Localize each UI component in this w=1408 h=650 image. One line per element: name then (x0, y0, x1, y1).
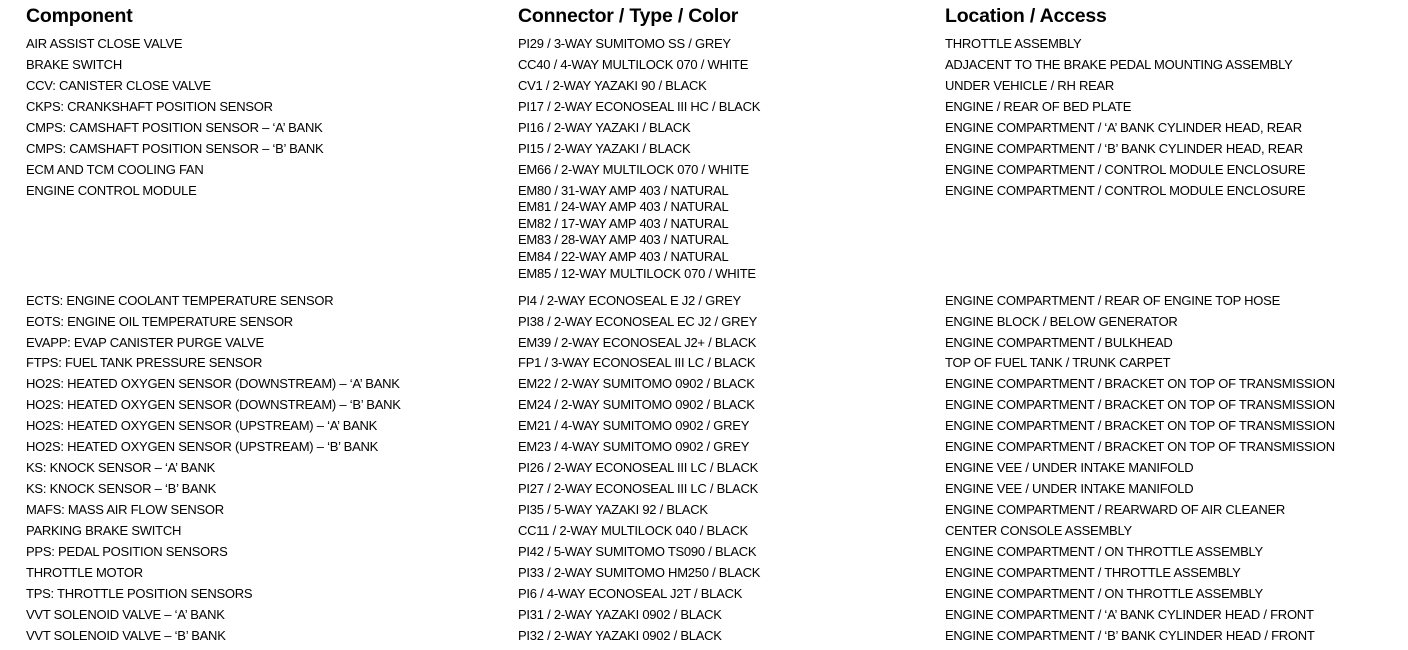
component-cell: MAFS: MASS AIR FLOW SENSOR (26, 502, 224, 518)
connector-line: EM85 / 12-WAY MULTILOCK 070 / WHITE (518, 265, 756, 281)
component-cell: KS: KNOCK SENSOR – ‘A’ BANK (26, 460, 216, 476)
connector-line: PI26 / 2-WAY ECONOSEAL III LC / BLACK (518, 460, 759, 476)
location-cell: ENGINE / REAR OF BED PLATE (945, 98, 1132, 114)
connector-cell (518, 481, 758, 498)
connector-cell (518, 57, 748, 74)
connector-line: CC11 / 2-WAY MULTILOCK 040 / BLACK (518, 523, 748, 539)
connector-line: FP1 / 3-WAY ECONOSEAL III LC / BLACK (518, 355, 756, 371)
component-cell: THROTTLE MOTOR (26, 564, 143, 580)
connector-line: PI27 / 2-WAY ECONOSEAL III LC / BLACK (518, 481, 759, 497)
connector-line: PI16 / 2-WAY YAZAKI / BLACK (518, 119, 691, 135)
connector-line: CC40 / 4-WAY MULTILOCK 070 / WHITE (518, 56, 749, 72)
connector-cell (518, 376, 755, 393)
component-cell: HO2S: HEATED OXYGEN SENSOR (UPSTREAM) – ‘B’ BANK (26, 439, 379, 455)
location-cell: ENGINE COMPARTMENT / BRACKET ON TOP OF TRANSMISSION (945, 376, 1335, 392)
component-cell: AIR ASSIST CLOSE VALVE (26, 36, 183, 51)
connector-line: PI15 / 2-WAY YAZAKI / BLACK (518, 140, 691, 156)
connector-line: PI6 / 4-WAY ECONOSEAL J2T / BLACK (518, 585, 743, 601)
location-cell: ENGINE COMPARTMENT / BRACKET ON TOP OF TRANSMISSION (945, 397, 1335, 413)
component-cell: HO2S: HEATED OXYGEN SENSOR (DOWNSTREAM) – ‘A’ BANK (26, 376, 400, 392)
component-cell: FTPS: FUEL TANK PRESSURE SENSOR (26, 355, 263, 371)
location-cell: ADJACENT TO THE BRAKE PEDAL MOUNTING ASSEMBLY (945, 56, 1293, 72)
connector-cell (518, 355, 755, 372)
location-cell: ENGINE COMPARTMENT / BRACKET ON TOP OF TRANSMISSION (945, 439, 1335, 455)
connector-cell (518, 628, 722, 645)
connector-cell (518, 99, 760, 116)
connector-line: EM80 / 31-WAY AMP 403 / NATURAL (518, 182, 729, 198)
connector-cell (518, 439, 749, 456)
component-cell: ECTS: ENGINE COOLANT TEMPERATURE SENSOR (26, 292, 334, 308)
component-cell: TPS: THROTTLE POSITION SENSORS (26, 585, 253, 601)
connector-cell (518, 397, 755, 414)
component-header: Component (26, 5, 133, 27)
connector-cell (518, 162, 749, 179)
location-cell: ENGINE COMPARTMENT / ON THROTTLE ASSEMBLY (945, 544, 1263, 559)
location-cell: ENGINE COMPARTMENT / THROTTLE ASSEMBLY (945, 564, 1241, 580)
component-cell: PARKING BRAKE SWITCH (26, 523, 182, 539)
connector-line: EM84 / 22-WAY AMP 403 / NATURAL (518, 249, 729, 265)
component-cell: VVT SOLENOID VALVE – ‘A’ BANK (26, 606, 225, 622)
component-cell: EOTS: ENGINE OIL TEMPERATURE SENSOR (26, 313, 293, 329)
connector-cell (518, 314, 757, 331)
component-cell: VVT SOLENOID VALVE – ‘B’ BANK (26, 627, 226, 643)
connector-line: PI29 / 3-WAY SUMITOMO SS / GREY (518, 36, 731, 51)
component-cell: CKPS: CRANKSHAFT POSITION SENSOR (26, 98, 273, 114)
location-cell: ENGINE COMPARTMENT / BRACKET ON TOP OF TRANSMISSION (945, 418, 1335, 434)
location-cell: ENGINE COMPARTMENT / ‘A’ BANK CYLINDER HEAD / FRONT (945, 606, 1314, 622)
connector-line: PI17 / 2-WAY ECONOSEAL III HC / BLACK (518, 98, 761, 114)
connector-line: EM21 / 4-WAY SUMITOMO 0902 / GREY (518, 418, 750, 434)
component-cell: CCV: CANISTER CLOSE VALVE (26, 77, 211, 93)
location-cell: CENTER CONSOLE ASSEMBLY (945, 523, 1132, 539)
connector-line: EM24 / 2-WAY SUMITOMO 0902 / BLACK (518, 397, 755, 413)
connector-line: PI42 / 5-WAY SUMITOMO TS090 / BLACK (518, 544, 757, 559)
connector-line: PI33 / 2-WAY SUMITOMO HM250 / BLACK (518, 564, 761, 580)
connector-header: Connector / Type / Color (518, 5, 739, 27)
component-cell: EVAPP: EVAP CANISTER PURGE VALVE (26, 334, 264, 350)
location-cell: ENGINE VEE / UNDER INTAKE MANIFOLD (945, 460, 1194, 476)
location-cell: THROTTLE ASSEMBLY (945, 36, 1082, 51)
component-cell: KS: KNOCK SENSOR – ‘B’ BANK (26, 481, 216, 497)
location-cell: ENGINE COMPARTMENT / CONTROL MODULE ENCLOSURE (945, 182, 1306, 198)
component-cell: CMPS: CAMSHAFT POSITION SENSOR – ‘A’ BANK (26, 119, 323, 135)
location-cell: ENGINE COMPARTMENT / REAR OF ENGINE TOP HOSE (945, 292, 1281, 308)
location-cell: ENGINE COMPARTMENT / ‘B’ BANK CYLINDER HEAD, REAR (945, 140, 1303, 156)
connector-line: EM22 / 2-WAY SUMITOMO 0902 / BLACK (518, 376, 755, 392)
location-cell: ENGINE COMPARTMENT / ‘B’ BANK CYLINDER HEAD / FRONT (945, 627, 1315, 643)
component-cell: BRAKE SWITCH (26, 56, 122, 72)
connector-line: PI32 / 2-WAY YAZAKI 0902 / BLACK (518, 627, 722, 643)
location-cell: ENGINE COMPARTMENT / ON THROTTLE ASSEMBLY (945, 585, 1263, 601)
connector-cell (518, 502, 708, 519)
connector-cell (518, 607, 722, 624)
connector-cell (518, 78, 707, 95)
connector-line: EM82 / 17-WAY AMP 403 / NATURAL (518, 215, 729, 231)
connector-line: EM39 / 2-WAY ECONOSEAL J2+ / BLACK (518, 334, 757, 350)
location-cell: ENGINE COMPARTMENT / REARWARD OF AIR CLEANER (945, 502, 1286, 518)
component-cell: ENGINE CONTROL MODULE (26, 182, 197, 198)
connector-cell (518, 544, 756, 561)
connector-line: EM81 / 24-WAY AMP 403 / NATURAL (518, 199, 729, 215)
connector-line: EM66 / 2-WAY MULTILOCK 070 / WHITE (518, 161, 749, 177)
connector-cell (518, 586, 742, 603)
component-cell: HO2S: HEATED OXYGEN SENSOR (UPSTREAM) – ‘A’ BANK (26, 418, 378, 434)
connector-cell (518, 335, 756, 352)
connector-line: PI31 / 2-WAY YAZAKI 0902 / BLACK (518, 606, 722, 622)
location-cell: ENGINE VEE / UNDER INTAKE MANIFOLD (945, 481, 1194, 497)
location-cell: ENGINE COMPARTMENT / CONTROL MODULE ENCLOSURE (945, 161, 1306, 177)
component-cell: ECM AND TCM COOLING FAN (26, 161, 204, 177)
connector-cell (518, 183, 756, 283)
location-cell: UNDER VEHICLE / RH REAR (945, 77, 1115, 93)
connector-cell (518, 565, 760, 582)
connector-line: EM83 / 28-WAY AMP 403 / NATURAL (518, 232, 729, 248)
location-cell: ENGINE COMPARTMENT / ‘A’ BANK CYLINDER HEAD, REAR (945, 119, 1302, 135)
connector-line: EM23 / 4-WAY SUMITOMO 0902 / GREY (518, 439, 750, 455)
location-cell: ENGINE COMPARTMENT / BULKHEAD (945, 334, 1173, 350)
location-cell: TOP OF FUEL TANK / TRUNK CARPET (945, 355, 1171, 371)
location-header: Location / Access (945, 5, 1107, 27)
connector-line: CV1 / 2-WAY YAZAKI 90 / BLACK (518, 77, 707, 93)
connector-cell (518, 120, 690, 137)
location-cell: ENGINE BLOCK / BELOW GENERATOR (945, 313, 1178, 329)
connector-line: PI38 / 2-WAY ECONOSEAL EC J2 / GREY (518, 313, 758, 329)
connector-cell (518, 460, 758, 477)
connector-cell (518, 36, 731, 53)
connector-cell (518, 141, 690, 158)
connector-line: PI4 / 2-WAY ECONOSEAL E J2 / GREY (518, 292, 741, 308)
connector-line: PI35 / 5-WAY YAZAKI 92 / BLACK (518, 502, 708, 518)
connector-cell (518, 418, 749, 435)
connector-cell (518, 293, 741, 310)
connector-cell (518, 523, 748, 540)
component-cell: CMPS: CAMSHAFT POSITION SENSOR – ‘B’ BANK (26, 140, 324, 156)
component-cell: PPS: PEDAL POSITION SENSORS (26, 544, 228, 559)
component-cell: HO2S: HEATED OXYGEN SENSOR (DOWNSTREAM) – ‘B’ BANK (26, 397, 401, 413)
